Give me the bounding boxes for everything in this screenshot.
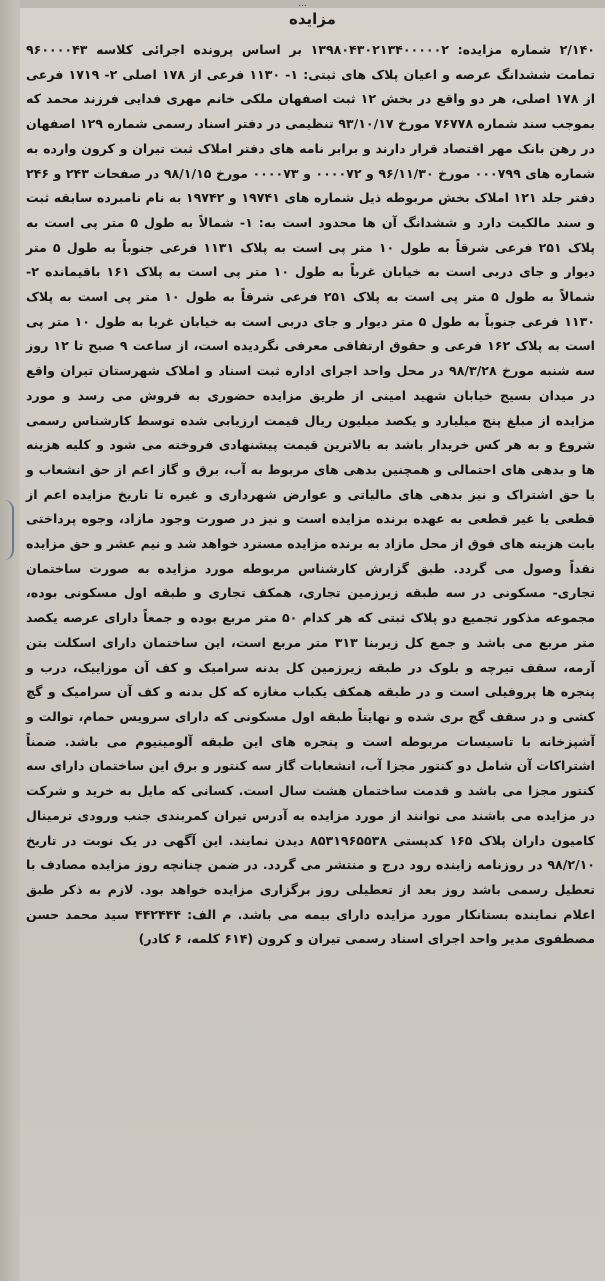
notice-title: مزایده bbox=[289, 10, 336, 28]
ink-mark bbox=[4, 500, 14, 560]
notice-body: ۲/۱۴۰ شماره مزایده: ۱۳۹۸۰۴۳۰۲۱۳۴۰۰۰۰۰۲ بر اساس پرونده اجرائی کلاسه ۹۶۰۰۰۰۴۳ تمامت ششدانگ عرصه و اعیان پلاک های ثبتی: ۱- ۱۱۳۰ فرعی از ۱۷۸ اصلی ۲- ۱۷۱۹ فرعی از ۱۷۸ اصلی، هر دو واقع در بخش ۱۲ ثبت اصفهان ملکی خانم مهری فدایی فرزند محمد که بموجب سند شماره ۷۶۷۷۸ مورخ ۹۳/۱۰/۱۷ تنظیمی در دفتر اسناد رسمی شماره ۱۲۹ اصفهان در رهن بانک مهر اقتصاد قرار دارند و برابر نامه های دفتر املاک ثبت تیران و کرون وارده به شماره های ۰۰۰۷۹۹ مورخ ۹۶/۱۱/۳۰ و ۰۰۰۰۷۲ و ۰۰۰۰۷۳ مورخ ۹۸/۱/۱۵ در صفحات ۲۴۳ و ۲۴۶ دفتر جلد ۱۲۱ املاک بخش مربوطه ذیل شماره های ۱۹۷۴۱ و ۱۹۷۴۲ به نام نامبرده سابقه ثبت و سند مالکیت دارد و ششدانگ آن ها محدود است به: ۱- شمالاً به طول ۵ متر پی است به پلاک ۲۵۱ فرعی شرقاً به طول ۱۰ متر پی است به پلاک ۱۱۳۱ فرعی جنوباً به طول ۵ متر دیوار و جای دربی است به خیابان غرباً به طول ۱۰ متر پی است به پلاک ۱۶۱ باقیمانده ۲- شمالاً به طول ۵ متر پی است به پلاک ۲۵۱ فرعی شرقاً به طول ۱۰ متر پی است به پلاک ۱۱۳۰ فرعی جنوباً به طول ۵ متر دیوار و جای دربی است به خیابان غربا به طول ۱۰ متر پی است به پلاک ۱۶۲ فرعی و حقوق ارتفاقی معرفی نگردیده است، از ساعت ۹ صبح تا ۱۲ روز سه شنبه مورخ ۹۸/۳/۲۸ در محل واحد اجرای اداره ثبت اسناد و املاک شهرستان تیران واقع در میدان بسیج خیابان شهید امینی از طریق مزایده حضوری به فروش می رسد و مورد مزایده از مبلغ پنج میلیارد و یکصد میلیون ریال قیمت ارزیابی شده توسط کارشناس رسمی شروع و به هر کس خریدار باشد به بالاترین قیمت پیشنهادی فروخته می شود و کلیه هزینه ها و بدهی های احتمالی و همچنین بدهی های مربوط به آب، برق و گاز اعم از حق انشعاب و یا حق اشتراک و نیز بدهی های مالیاتی و عوارض شهرداری و غیره تا تاریخ مزایده اعم از قطعی یا غیر قطعی به عهده برنده مزایده است و نیز در صورت وجود مازاد، وجوه پرداختی بابت هزینه های فوق از محل مازاد به برنده مزایده مسترد خواهد شد و نیم عشر و حق مزایده نقداً وصول می گردد. طبق گزارش کارشناس مربوطه مورد مزایده به صورت ساختمان تجاری- مسکونی در سه طبقه زیرزمین تجاری، همکف تجاری و طبقه اول مسکونی بوده، مجموعه مذکور تجمیع دو پلاک ثبتی که هر کدام ۵۰ متر مربع بوده و جمعاً دارای عرصه یکصد متر مربع می باشد و جمع کل زیربنا ۳۱۳ متر مربع است، این ساختمان دارای اسکلت بتن آرمه، سقف تیرچه و بلوک در طبقه زیرزمین کل بدنه سرامیک و کف آن موزاییک، درب و پنجره ها پروفیلی است و در طبقه همکف یکباب مغازه که کل بدنه و کف آن سرامیک و گچ کشی و در سقف گچ بری شده و نهایتاً طبقه اول مسکونی که دارای سرویس حمام، توالت و آشپزخانه با تاسیسات مربوطه است و پنجره های این طبقه آلومینیوم می باشد. ضمناً اشتراکات آن شامل دو کنتور مجزا آب، انشعابات گاز سه کنتور و برق این ساختمان دارای سه کنتور مجزا می باشد و قدمت ساختمان هشت سال است. کسانی که مایل به خرید و شرکت در مزایده می باشند می توانند از مورد مزایده به آدرس تیران کمربندی جنب ورودی ترمینال کامیون داران پلاک ۱۶۵ کدپستی ۸۵۳۱۹۶۵۵۳۸ دیدن نمایند. این آگهی در یک نوبت در تاریخ ۹۸/۲/۱۰ در روزنامه زاینده رود درج و منتشر می گردد. در ضمن چنانچه روز مزایده مصادف با تعطیل رسمی باشد روز بعد از تعطیلی روز برگزاری مزایده خواهد بود. لازم به ذکر طبق اعلام نماینده بستانکار مورد مزایده دارای بیمه می باشد. م الف: ۴۴۲۴۴۴ سید محمد حسن مصطفوی مدیر واحد اجرای اسناد رسمی تیران و کرون (۶۱۴ کلمه، ۶ کادر) bbox=[26, 42, 596, 947]
left-margin-strip bbox=[0, 0, 20, 1281]
top-header-fragment: ... bbox=[0, 0, 605, 8]
